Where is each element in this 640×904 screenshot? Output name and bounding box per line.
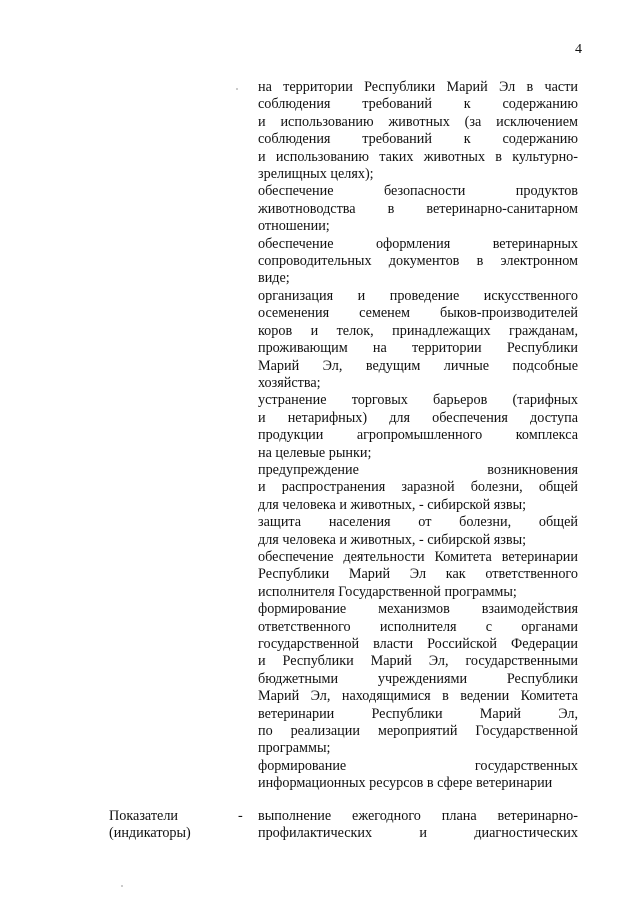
indicators-dash: - (238, 808, 243, 824)
text-line: продукции агропромышленного комплекса (258, 427, 578, 444)
text-line: проживающим на территории Республики (258, 340, 578, 357)
text-line: формирование государственных (258, 757, 578, 774)
text-line: виде; (258, 270, 290, 287)
text-line: исполнителя Государственной программы; (258, 583, 517, 600)
text-line: организация и проведение искусственного (258, 287, 578, 304)
text-line: коров и телок, принадлежащих гражданам, (258, 322, 578, 339)
text-line: и нетарифных) для обеспечения доступа (258, 409, 578, 426)
tasks-text-block (258, 79, 578, 793)
text-line: обеспечение деятельности Комитета ветеринарии (258, 548, 578, 565)
text-line: Марий Эл, ведущим личные подсобные (258, 357, 578, 374)
text-line: обеспечение безопасности продуктов (258, 183, 578, 200)
text-line: государственной власти Российской Федерации (258, 636, 578, 652)
text-line: информационных ресурсов в сфере ветеринарии (258, 775, 553, 792)
scan-speck (236, 88, 238, 90)
text-line: формирование механизмов взаимодействия (258, 601, 578, 618)
text-line: ответственного исполнителя с органами (258, 618, 578, 635)
text-line: и Республики Марий Эл, государственными (258, 653, 578, 670)
text-line: для человека и животных, - сибирской язвы; (258, 531, 527, 548)
text-line: животноводства в ветеринарно-санитарном (258, 200, 578, 217)
text-line: защита населения от болезни, общей (258, 514, 578, 531)
text-line: на территории Республики Марий Эл в части (258, 79, 578, 95)
text-line: ветеринарии Республики Марий Эл, (258, 705, 578, 722)
text-line: соблюдения требований к содержанию (258, 96, 578, 113)
text-line: предупреждение возникновения (258, 461, 578, 478)
indicator-text-line: профилактических и диагностических (258, 825, 578, 842)
text-line: программы; (258, 740, 331, 757)
text-line: зрелищных целях); (258, 166, 374, 183)
text-line: осеменения семенем быков-производителей (258, 305, 578, 322)
text-line: по реализации мероприятий Государственной (258, 723, 578, 740)
text-line: бюджетными учреждениями Республики (258, 670, 578, 687)
page-number: 4 (575, 42, 582, 57)
text-line: хозяйства; (258, 374, 321, 391)
text-line: Республики Марий Эл как ответственного (258, 566, 578, 583)
text-line: на целевые рынки; (258, 444, 372, 461)
text-line: и распространения заразной болезни, общей (258, 479, 578, 496)
indicators-label-line: (индикаторы) (109, 825, 191, 842)
indicators-label (109, 808, 219, 843)
scan-speck (121, 885, 123, 887)
indicators-text-block (258, 808, 578, 843)
text-line: и использованию таких животных в культурно- (258, 148, 578, 165)
text-line: сопроводительных документов в электронном (258, 253, 578, 270)
text-line: для человека и животных, - сибирской язвы; (258, 496, 527, 513)
indicator-text-line: выполнение ежегодного плана ветеринарно- (258, 808, 578, 824)
indicators-label-line: Показатели (109, 808, 179, 824)
text-line: соблюдения требований к содержанию (258, 131, 578, 148)
text-line: обеспечение оформления ветеринарных (258, 235, 578, 252)
text-line: и использованию животных (за исключением (258, 113, 578, 130)
text-line: устранение торговых барьеров (тарифных (258, 392, 578, 409)
text-line: отношении; (258, 218, 330, 235)
text-line: Марий Эл, находящимися в ведении Комитета (258, 688, 578, 705)
